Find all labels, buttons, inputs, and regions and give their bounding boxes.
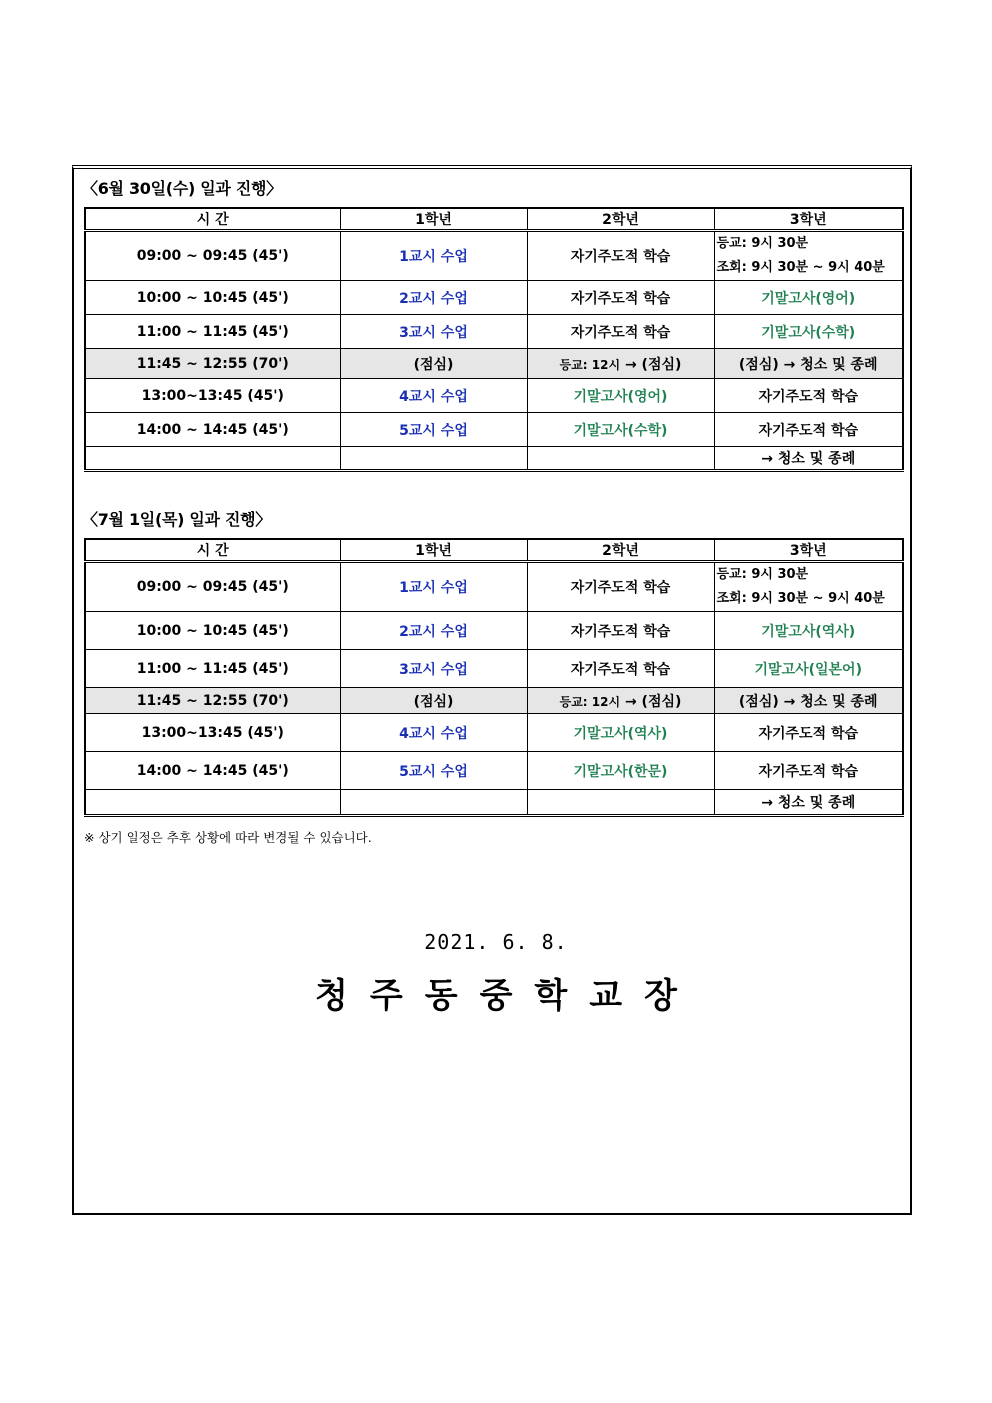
principal-signature: 청주동중학교장: [315, 976, 699, 1016]
schedule-table-june30: [84, 207, 904, 472]
grade3-cell: 기말고사(수학): [714, 315, 903, 349]
table-row: [85, 281, 903, 315]
arrival-text: 등교: 9시 30분: [716, 236, 809, 251]
time-cell: 11:45 ~ 12:55 (70'): [85, 349, 340, 379]
schedule-change-note: ※ 상기 일정은 추후 상황에 따라 변경될 수 있습니다.: [84, 830, 372, 845]
arrival-text: 등교: 9시 30분: [716, 567, 809, 582]
issue-date: 2021. 6. 8.: [424, 930, 568, 954]
grade2-cell: 자기주도적 학습: [527, 650, 714, 688]
arrival-noon-text: 등교: 12시: [559, 357, 621, 372]
table-row: [85, 612, 903, 650]
table-row: [85, 447, 903, 471]
time-cell: 10:00 ~ 10:45 (45'): [85, 612, 340, 650]
grade2-cell: 자기주도적 학습: [527, 315, 714, 349]
time-cell: 10:00 ~ 10:45 (45'): [85, 281, 340, 315]
grade1-cell: 4교시 수업: [340, 714, 527, 752]
grade3-cell: 기말고사(일본어): [714, 650, 903, 688]
grade3-cell: → 청소 및 종례: [714, 447, 903, 471]
table-row: [85, 650, 903, 688]
time-cell: 11:00 ~ 11:45 (45'): [85, 315, 340, 349]
grade2-cell: 기말고사(영어): [527, 379, 714, 413]
grade3-cell: [714, 562, 903, 612]
grade3-cell: 자기주도적 학습: [714, 413, 903, 447]
time-cell: 11:00 ~ 11:45 (45'): [85, 650, 340, 688]
grade2-cell: [527, 447, 714, 471]
time-cell: [85, 790, 340, 816]
grade2-cell: 자기주도적 학습: [527, 562, 714, 612]
grade1-cell: 3교시 수업: [340, 315, 527, 349]
grade1-cell: [340, 447, 527, 471]
grade2-cell: [527, 790, 714, 816]
grade1-cell: 3교시 수업: [340, 650, 527, 688]
table-row: [85, 315, 903, 349]
header-time: 시 간: [85, 539, 340, 562]
time-cell: 11:45 ~ 12:55 (70'): [85, 688, 340, 714]
homeroom-text: 조회: 9시 30분 ~ 9시 40분: [716, 591, 885, 606]
time-cell: 14:00 ~ 14:45 (45'): [85, 413, 340, 447]
table-row: [85, 413, 903, 447]
grade1-cell: 4교시 수업: [340, 379, 527, 413]
grade2-cell: 기말고사(역사): [527, 714, 714, 752]
header-grade3: 3학년: [714, 208, 903, 231]
homeroom-text: 조회: 9시 30분 ~ 9시 40분: [716, 260, 885, 275]
header-time: 시 간: [85, 208, 340, 231]
header-grade1: 1학년: [340, 539, 527, 562]
arrival-noon-text: 등교: 12시: [559, 694, 621, 709]
table-row-lunch: [85, 349, 903, 379]
header-grade3: 3학년: [714, 539, 903, 562]
table-row: [85, 752, 903, 790]
table-row: [85, 714, 903, 752]
grade1-cell: 5교시 수업: [340, 413, 527, 447]
lunch-arrow-text: → (점심): [624, 693, 682, 710]
grade3-cell: 기말고사(역사): [714, 612, 903, 650]
table-row-lunch: [85, 688, 903, 714]
grade2-cell: [527, 349, 714, 379]
grade3-cell: → 청소 및 종례: [714, 790, 903, 816]
header-grade2: 2학년: [527, 539, 714, 562]
grade1-cell: 1교시 수업: [340, 231, 527, 281]
time-cell: 09:00 ~ 09:45 (45'): [85, 231, 340, 281]
grade2-cell: 기말고사(한문): [527, 752, 714, 790]
grade3-cell: 자기주도적 학습: [714, 752, 903, 790]
section-title-july1: 〈7월 1일(목) 일과 진행〉: [82, 510, 271, 529]
grade1-cell: 2교시 수업: [340, 281, 527, 315]
header-grade2: 2학년: [527, 208, 714, 231]
table-row: [85, 379, 903, 413]
grade1-cell: [340, 790, 527, 816]
section-title-june30: 〈6월 30일(수) 일과 진행〉: [82, 179, 282, 198]
grade3-cell: 자기주도적 학습: [714, 714, 903, 752]
grade1-cell: 2교시 수업: [340, 612, 527, 650]
grade1-cell: (점심): [340, 349, 527, 379]
grade2-cell: 자기주도적 학습: [527, 281, 714, 315]
grade1-cell: (점심): [340, 688, 527, 714]
time-cell: [85, 447, 340, 471]
table-row: [85, 562, 903, 612]
grade1-cell: 5교시 수업: [340, 752, 527, 790]
grade2-cell: 자기주도적 학습: [527, 231, 714, 281]
time-cell: 13:00~13:45 (45'): [85, 714, 340, 752]
table-row: [85, 231, 903, 281]
grade2-cell: 자기주도적 학습: [527, 612, 714, 650]
grade2-cell: 기말고사(수학): [527, 413, 714, 447]
grade3-cell: 기말고사(영어): [714, 281, 903, 315]
grade3-cell: (점심) → 청소 및 종례: [714, 349, 903, 379]
lunch-arrow-text: → (점심): [624, 356, 682, 373]
schedule-table-july1: [84, 538, 904, 817]
table-header-row: [85, 208, 903, 231]
header-grade1: 1학년: [340, 208, 527, 231]
grade3-cell: 자기주도적 학습: [714, 379, 903, 413]
grade1-cell: 1교시 수업: [340, 562, 527, 612]
time-cell: 09:00 ~ 09:45 (45'): [85, 562, 340, 612]
table-row: [85, 790, 903, 816]
time-cell: 14:00 ~ 14:45 (45'): [85, 752, 340, 790]
grade3-cell: [714, 231, 903, 281]
time-cell: 13:00~13:45 (45'): [85, 379, 340, 413]
grade2-cell: [527, 688, 714, 714]
grade3-cell: (점심) → 청소 및 종례: [714, 688, 903, 714]
table-header-row: [85, 539, 903, 562]
